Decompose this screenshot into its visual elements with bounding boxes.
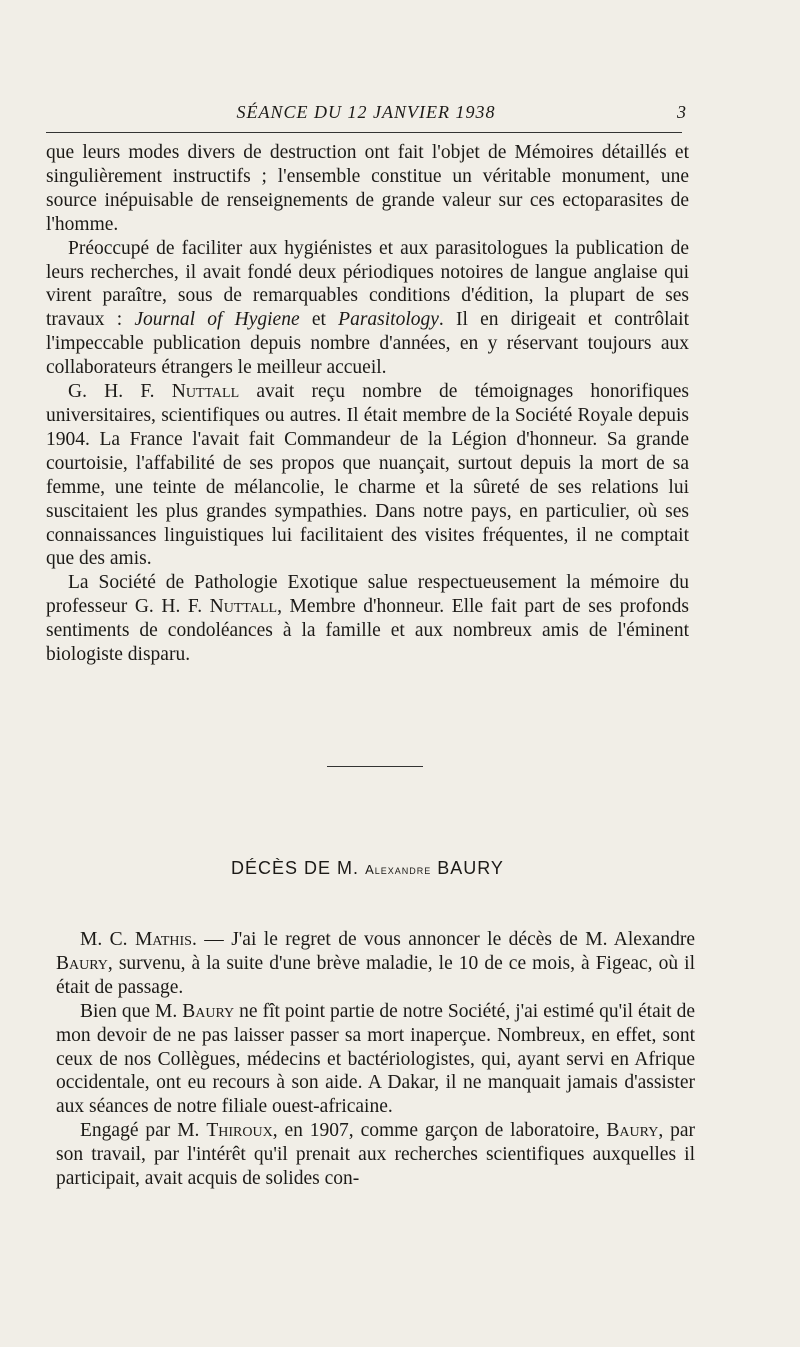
person-name: G. H. F. Nuttall xyxy=(68,381,240,403)
person-name: Thiroux xyxy=(206,1120,273,1142)
paragraph xyxy=(46,141,689,237)
header-rule xyxy=(46,132,682,133)
heading-first-name: Alexandre xyxy=(365,862,432,877)
paragraph xyxy=(56,1000,695,1120)
paragraph-text: que leurs modes divers de destruction ont fait l'objet de Mémoires détaillés et singulièrement instructifs ; l'ensemble constitue un véritable monument, une source inépuisable de renseignements de grande valeur sur ces ectoparasites de l'homme. xyxy=(46,142,689,235)
paragraph-text: avait reçu nombre de témoignages honorifiques universitaires, scientifiques ou autres. Il était membre de la Société Royale depuis 1904. La France l'avait fait Commandeur de la Légion d'honneur. Sa grande courtoisie, l'affabilité de ses propos que nuançait, surtout depuis la mort de sa femme, une teinte de mélancolie, le charme et la sûreté de ses relations lui suscitaient les plus grandes sympathies. Dans notre pays, en particulier, où ses connaissances linguistiques lui facilitaient des visites fréquentes, il ne comptait que des amis. xyxy=(46,381,689,570)
baury-obituary-text xyxy=(56,928,695,1191)
person-name: Baury xyxy=(56,952,108,974)
section-separator xyxy=(327,766,423,767)
paragraph-text: et xyxy=(299,309,339,331)
paragraph xyxy=(46,571,689,667)
paragraph-text: Préoccupé de faciliter aux hygiénistes et aux parasitologues la publication de leurs recherches, il avait fondé deux périodiques notoires de langue anglaise qui virent paraître, sous de remarquables conditions d'édition, la plupart de ses travaux : xyxy=(46,237,689,331)
person-name: Baury xyxy=(182,1000,235,1022)
paragraph-text: , survenu, à la suite d'une brève maladie, le 10 de ce mois, à Figeac, où il était de passage. xyxy=(56,952,695,998)
page-number: 3 xyxy=(677,102,686,122)
paragraph-text: , Membre d'honneur. Elle fait part de ses profonds sentiments de condoléances à la famille et aux nombreux amis de l'éminent biologiste disparu. xyxy=(46,596,690,666)
heading-prefix: DÉCÈS DE M. xyxy=(231,858,366,878)
header-title: SÉANCE DU 12 JANVIER 1938 xyxy=(236,102,496,122)
paragraph xyxy=(56,928,695,1000)
person-name: G. H. F. Nuttall xyxy=(134,596,278,618)
nuttall-obituary-text xyxy=(46,141,689,667)
paragraph-text: ne fît point partie de notre Société, j'ai estimé qu'il était de mon devoir de ne pas laisser passer sa mort inaperçue. Nombreux, en effet, sont ceux de nos Collègues, médecins et bactériologistes, qui, ayant servi en Afrique occidentale, ont eu recours à son aide. A Dakar, il ne manquait jamais d'assister aux séances de notre filiale ouest-africaine. xyxy=(56,1000,695,1118)
journal-title: Parasitology xyxy=(338,309,439,331)
paragraph-text: La Société de Pathologie Exotique salue respectueusement la mémoire du professeur xyxy=(46,572,689,618)
person-name: Baury xyxy=(606,1120,659,1142)
journal-title: Journal of Hygiene xyxy=(134,309,300,331)
paragraph-text: , par son travail, par l'intérêt qu'il prenait aux recherches scientifiques auxquelles il participait, avait acquis de solides con- xyxy=(56,1120,695,1190)
paragraph xyxy=(46,237,689,380)
heading-last-name: BAURY xyxy=(431,858,504,878)
author-name: M. C. Mathis. xyxy=(80,929,197,950)
paragraph-text: . Il en dirigeait et contrôlait l'impeccable publication depuis nombre d'années, en y réservant toujours aux collaborateurs étrangers le meilleur accueil. xyxy=(46,309,690,379)
paragraph-text: Bien que M. xyxy=(80,1000,183,1022)
paragraph xyxy=(56,1119,695,1191)
paragraph-text: — J'ai le regret de vous annoncer le décès de M. Alexandre xyxy=(196,929,696,950)
paragraph-text: , en 1907, comme garçon de laboratoire, xyxy=(272,1120,607,1142)
section-heading xyxy=(46,858,689,879)
paragraph xyxy=(46,380,689,571)
running-header xyxy=(46,98,686,128)
paragraph-text: Engagé par M. xyxy=(80,1120,207,1142)
